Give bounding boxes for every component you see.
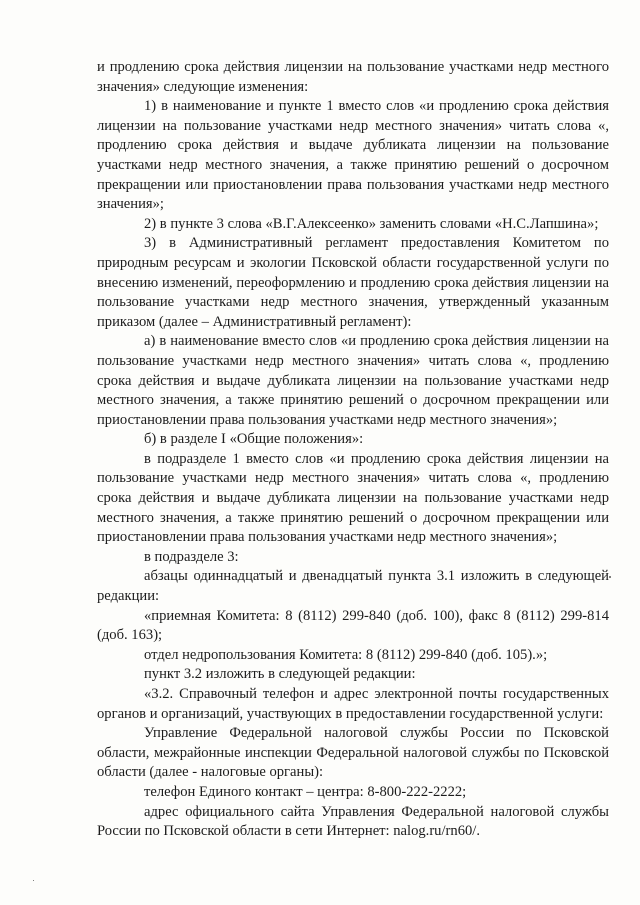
- paragraph-department-phone: отдел недропользования Комитета: 8 (8112) 299-840 (доб. 105).»;: [144, 646, 548, 663]
- paragraph-item-3: 3) в Административный регламент предоставления Комитетом по природным ресурсам и экологии Псковской области государственной услуги по внесению изменений, переоформлению и продлению срока действия лицензии на пользование участками недр местного значения, утвержденный указанным приказом (далее – Административный регламент):: [97, 235, 609, 330]
- paragraph-reception-phone: «приемная Комитета: 8 (8112) 299-840 (доб. 100), факс 8 (8112) 299-814 (доб. 163);: [97, 607, 609, 644]
- paragraph-subsection-1: в подразделе 1 вместо слов «и продлению срока действия лицензии на пользование участками недр местного значения» читать слова «, продлению срока действия и выдаче дубликата лицензии на пользование участками недр местного значения, а также принятию решений о досрочном прекращении или приостановлении права пользования участками недр местного значения»;: [97, 450, 609, 546]
- paragraph-contact-center-phone: телефон Единого контакт – центра: 8-800-222-2222;: [144, 783, 467, 800]
- paragraph-item-3a: а) в наименование вместо слов «и продлению срока действия лицензии на пользование участками недр местного значения» читать слова «, продлению срока действия и выдаче дубликата лицензии на пользование участками недр местного значения, а также принятию решений о досрочном прекращении или приостановлении права пользования участками недр местного значения»;: [97, 333, 609, 428]
- scan-speck: [33, 880, 34, 881]
- scan-speck: [609, 576, 611, 578]
- paragraph-item-1: 1) в наименование и пункте 1 вместо слов «и продлению срока действия лицензии на пользование участками недр местного значения» читать слова «, продлению срока действия и выдаче дубликата лицензии на пользование участками недр местного значения, а также принятию решений о досрочном прекращении или приостановлении права пользования участками недр местного значения»;: [97, 98, 609, 213]
- paragraph-item-3b: б) в разделе I «Общие положения»:: [144, 431, 364, 448]
- paragraph-intro: и продлению срока действия лицензии на пользование участками недр местного значения» следующие изменения:: [97, 59, 609, 95]
- paragraph-tax-website: адрес официального сайта Управления Федеральной налоговой службы России по Псковской области в сети Интернет: nalog.ru/rn60/.: [97, 803, 609, 840]
- paragraph-clause-3-2: пункт 3.2 изложить в следующей редакции:: [144, 666, 416, 683]
- paragraph-clause-3-1: абзацы одиннадцатый и двенадцатый пункта 3.1 изложить в следующей редакции:: [97, 568, 609, 605]
- document-body: [97, 58, 609, 842]
- paragraph-subsection-3: в подразделе 3:: [144, 548, 239, 565]
- paragraph-tax-service: Управление Федеральной налоговой службы России по Псковской области, межрайонные инспекции Федеральной налоговой службы по Псковской области (далее - налоговые органы):: [97, 725, 609, 781]
- paragraph-clause-3-2-text: «3.2. Справочный телефон и адрес электронной почты государственных органов и организаций, участвующих в предоставлении государственной услуги:: [97, 686, 609, 722]
- paragraph-item-2: 2) в пункте 3 слова «В.Г.Алексеенко» заменить словами «Н.С.Лапшина»;: [144, 215, 599, 232]
